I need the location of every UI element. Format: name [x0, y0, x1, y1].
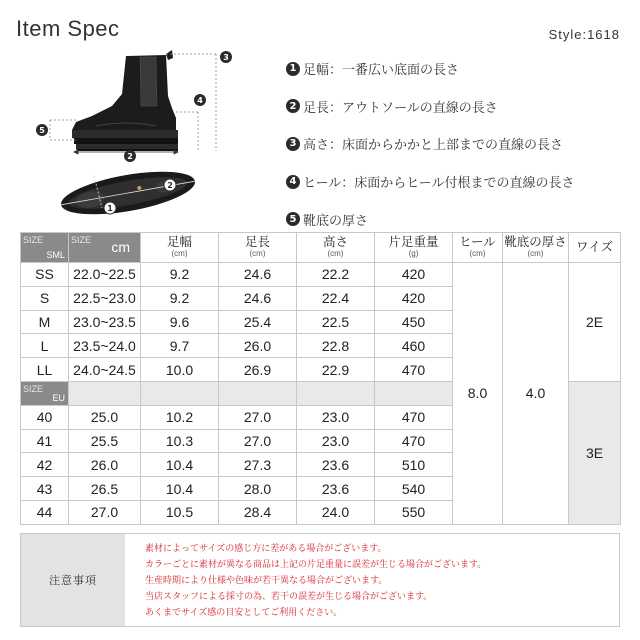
- size-cell: 40: [21, 405, 69, 429]
- cm-cell: 22.5~23.0: [69, 286, 141, 310]
- legend-item-width: [286, 50, 626, 88]
- svg-text:1: 1: [107, 204, 113, 213]
- legend-text: 足幅：一番広い底面の長さ: [303, 63, 460, 79]
- eu-corner-cell: SIZE EU: [21, 381, 69, 405]
- legend-text: 靴底の厚さ: [303, 213, 369, 229]
- size-cell: L: [21, 334, 69, 358]
- length-cell: 27.0: [219, 429, 297, 453]
- legend-item-length: [286, 88, 626, 126]
- cm-header-cell: SIZE cm: [69, 233, 141, 263]
- height-cell: 22.2: [297, 263, 375, 287]
- number-badge-icon: 3: [286, 137, 300, 151]
- cm-cell: 24.0~24.5: [69, 358, 141, 382]
- boot-side-view: [72, 50, 178, 151]
- width-cell: 10.4: [141, 453, 219, 477]
- size-cell: 42: [21, 453, 69, 477]
- length-cell: 27.0: [219, 405, 297, 429]
- svg-text:2: 2: [167, 181, 173, 190]
- height-cell: 23.0: [297, 429, 375, 453]
- cm-cell: 25.5: [69, 429, 141, 453]
- width-cell: 10.0: [141, 358, 219, 382]
- width-cell: 9.6: [141, 310, 219, 334]
- legend-text: 足長：アウトソールの直線の長さ: [303, 100, 498, 116]
- height-cell: 22.4: [297, 286, 375, 310]
- legend-text: 高さ：床面からかかと上部までの直線の長さ: [303, 138, 564, 154]
- header-wise: ワイズ: [569, 233, 621, 263]
- sole-cell: 4.0: [503, 263, 569, 525]
- header-sole: 靴底の厚さ (cm): [503, 233, 569, 263]
- cm-cell: 25.0: [69, 405, 141, 429]
- height-cell: 22.5: [297, 310, 375, 334]
- length-cell: 24.6: [219, 286, 297, 310]
- width-cell: 10.2: [141, 405, 219, 429]
- table-header-row: [21, 233, 621, 263]
- size-cell: S: [21, 286, 69, 310]
- size-cell: 43: [21, 477, 69, 501]
- length-cell: 28.0: [219, 477, 297, 501]
- height-cell: 23.6: [297, 453, 375, 477]
- boot-illustration: [16, 48, 240, 220]
- legend-item-heel: [286, 163, 626, 201]
- weight-cell: 550: [375, 500, 453, 524]
- svg-text:5: 5: [39, 126, 45, 135]
- width-cell: 9.2: [141, 263, 219, 287]
- heel-cell: 8.0: [453, 263, 503, 525]
- width-cell: 9.7: [141, 334, 219, 358]
- svg-text:2: 2: [127, 152, 133, 161]
- length-cell: 25.4: [219, 310, 297, 334]
- weight-cell: 420: [375, 263, 453, 287]
- height-cell: 24.0: [297, 500, 375, 524]
- legend-text: ヒール：床面からヒール付根までの直線の長さ: [303, 176, 575, 192]
- table-row: [21, 263, 621, 287]
- size-cell: LL: [21, 358, 69, 382]
- legend-item-height: [286, 125, 626, 163]
- weight-cell: 450: [375, 310, 453, 334]
- notes-label: 注意事項: [21, 534, 125, 626]
- weight-cell: 470: [375, 405, 453, 429]
- svg-text:3: 3: [223, 53, 229, 62]
- note-line: 当店スタッフによる採寸の為、若干の誤差が生じる場合がございます。: [145, 592, 433, 602]
- wise-cell-eu: 3E: [569, 381, 621, 524]
- size-spec-table: [20, 232, 621, 525]
- weight-cell: 470: [375, 429, 453, 453]
- header-width: 足幅 (cm): [141, 233, 219, 263]
- cm-cell: 23.5~24.0: [69, 334, 141, 358]
- notes-box: [20, 533, 620, 627]
- number-badge-icon: 5: [286, 212, 300, 226]
- cm-cell: 27.0: [69, 500, 141, 524]
- wise-cell-sml: 2E: [569, 263, 621, 382]
- size-cell: 44: [21, 500, 69, 524]
- header-weight: 片足重量 (g): [375, 233, 453, 263]
- number-badge-icon: 2: [286, 99, 300, 113]
- length-cell: 28.4: [219, 500, 297, 524]
- size-cell: M: [21, 310, 69, 334]
- weight-cell: 510: [375, 453, 453, 477]
- weight-cell: 460: [375, 334, 453, 358]
- weight-cell: 420: [375, 286, 453, 310]
- height-cell: 22.8: [297, 334, 375, 358]
- measurement-legend: [286, 50, 626, 238]
- cm-cell: 22.0~22.5: [69, 263, 141, 287]
- header-heel: ヒール (cm): [453, 233, 503, 263]
- cm-cell: 26.5: [69, 477, 141, 501]
- length-cell: 26.9: [219, 358, 297, 382]
- width-cell: 10.3: [141, 429, 219, 453]
- size-cell: 41: [21, 429, 69, 453]
- height-cell: 22.9: [297, 358, 375, 382]
- number-badge-icon: 4: [286, 175, 300, 189]
- length-cell: 24.6: [219, 263, 297, 287]
- width-cell: 10.4: [141, 477, 219, 501]
- header-length: 足長 (cm): [219, 233, 297, 263]
- height-cell: 23.0: [297, 405, 375, 429]
- note-line: カラーごとに素材が異なる商品は上記の片足重量に誤差が生じる場合がございます。: [145, 560, 487, 570]
- weight-cell: 470: [375, 358, 453, 382]
- number-badge-icon: 1: [286, 62, 300, 76]
- size-corner-cell: SIZE SML: [21, 233, 69, 263]
- boot-sole-view: [58, 163, 198, 220]
- width-cell: 9.2: [141, 286, 219, 310]
- cm-cell: 23.0~23.5: [69, 310, 141, 334]
- note-line: あくまでサイズ感の目安としてご利用ください。: [145, 608, 343, 618]
- length-cell: 27.3: [219, 453, 297, 477]
- width-cell: 10.5: [141, 500, 219, 524]
- header-height: 高さ (cm): [297, 233, 375, 263]
- cm-cell: 26.0: [69, 453, 141, 477]
- note-line: 生産時期により仕様や色味が若干異なる場合がございます。: [145, 576, 388, 586]
- length-cell: 26.0: [219, 334, 297, 358]
- svg-text:4: 4: [197, 96, 203, 105]
- page-title: Item Spec: [16, 16, 120, 41]
- weight-cell: 540: [375, 477, 453, 501]
- style-code: Style:1618: [548, 27, 620, 42]
- notes-body: [125, 534, 619, 626]
- size-cell: SS: [21, 263, 69, 287]
- height-cell: 23.6: [297, 477, 375, 501]
- note-line: 素材によってサイズの感じ方に差がある場合がございます。: [145, 544, 387, 554]
